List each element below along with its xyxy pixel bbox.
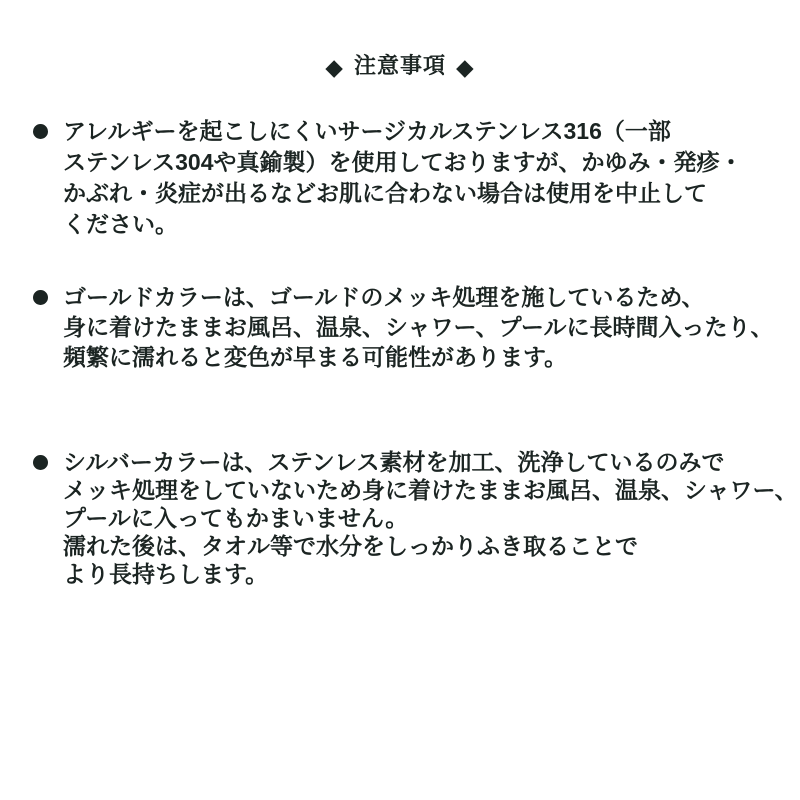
- note-line: ステンレス304や真鍮製）を使用しておりますが、かゆみ・発疹・: [63, 149, 743, 175]
- diamond-icon-right: ◆: [456, 53, 475, 80]
- note-item: [33, 282, 783, 372]
- note-line: かぶれ・炎症が出るなどお肌に合わない場合は使用を中止して: [63, 180, 707, 206]
- note-line: 身に着けたままお風呂、温泉、シャワー、プールに長時間入ったり、: [63, 314, 774, 340]
- note-lines: [63, 448, 798, 588]
- diamond-icon-left: ◆: [325, 53, 344, 80]
- note-line: 頻繁に濡れると変色が早まる可能性があります。: [63, 344, 568, 370]
- note-line: より長持ちします。: [63, 561, 269, 587]
- note-line: ください。: [63, 211, 178, 237]
- note-line: プールに入ってもかまいません。: [63, 505, 409, 531]
- page-title-text: 注意事項: [353, 53, 446, 78]
- bullet-icon: [33, 124, 48, 139]
- note-line: メッキ処理をしていないため身に着けたままお風呂、温泉、シャワー、: [63, 477, 798, 503]
- page-title: [0, 53, 800, 79]
- note-line: ゴールドカラーは、ゴールドのメッキ処理を施しているため、: [63, 284, 705, 310]
- bullet-icon: [33, 455, 48, 470]
- bullet-icon: [33, 290, 48, 305]
- note-item: [33, 116, 783, 240]
- note-line: 濡れた後は、タオル等で水分をしっかりふき取ることで: [63, 533, 638, 559]
- note-lines: [63, 282, 783, 372]
- note-item: [33, 448, 798, 588]
- note-line: シルバーカラーは、ステンレス素材を加工、洗浄しているのみで: [63, 449, 725, 475]
- note-lines: [63, 116, 783, 240]
- note-line: アレルギーを起こしにくいサージカルステンレス316（一部: [63, 118, 671, 144]
